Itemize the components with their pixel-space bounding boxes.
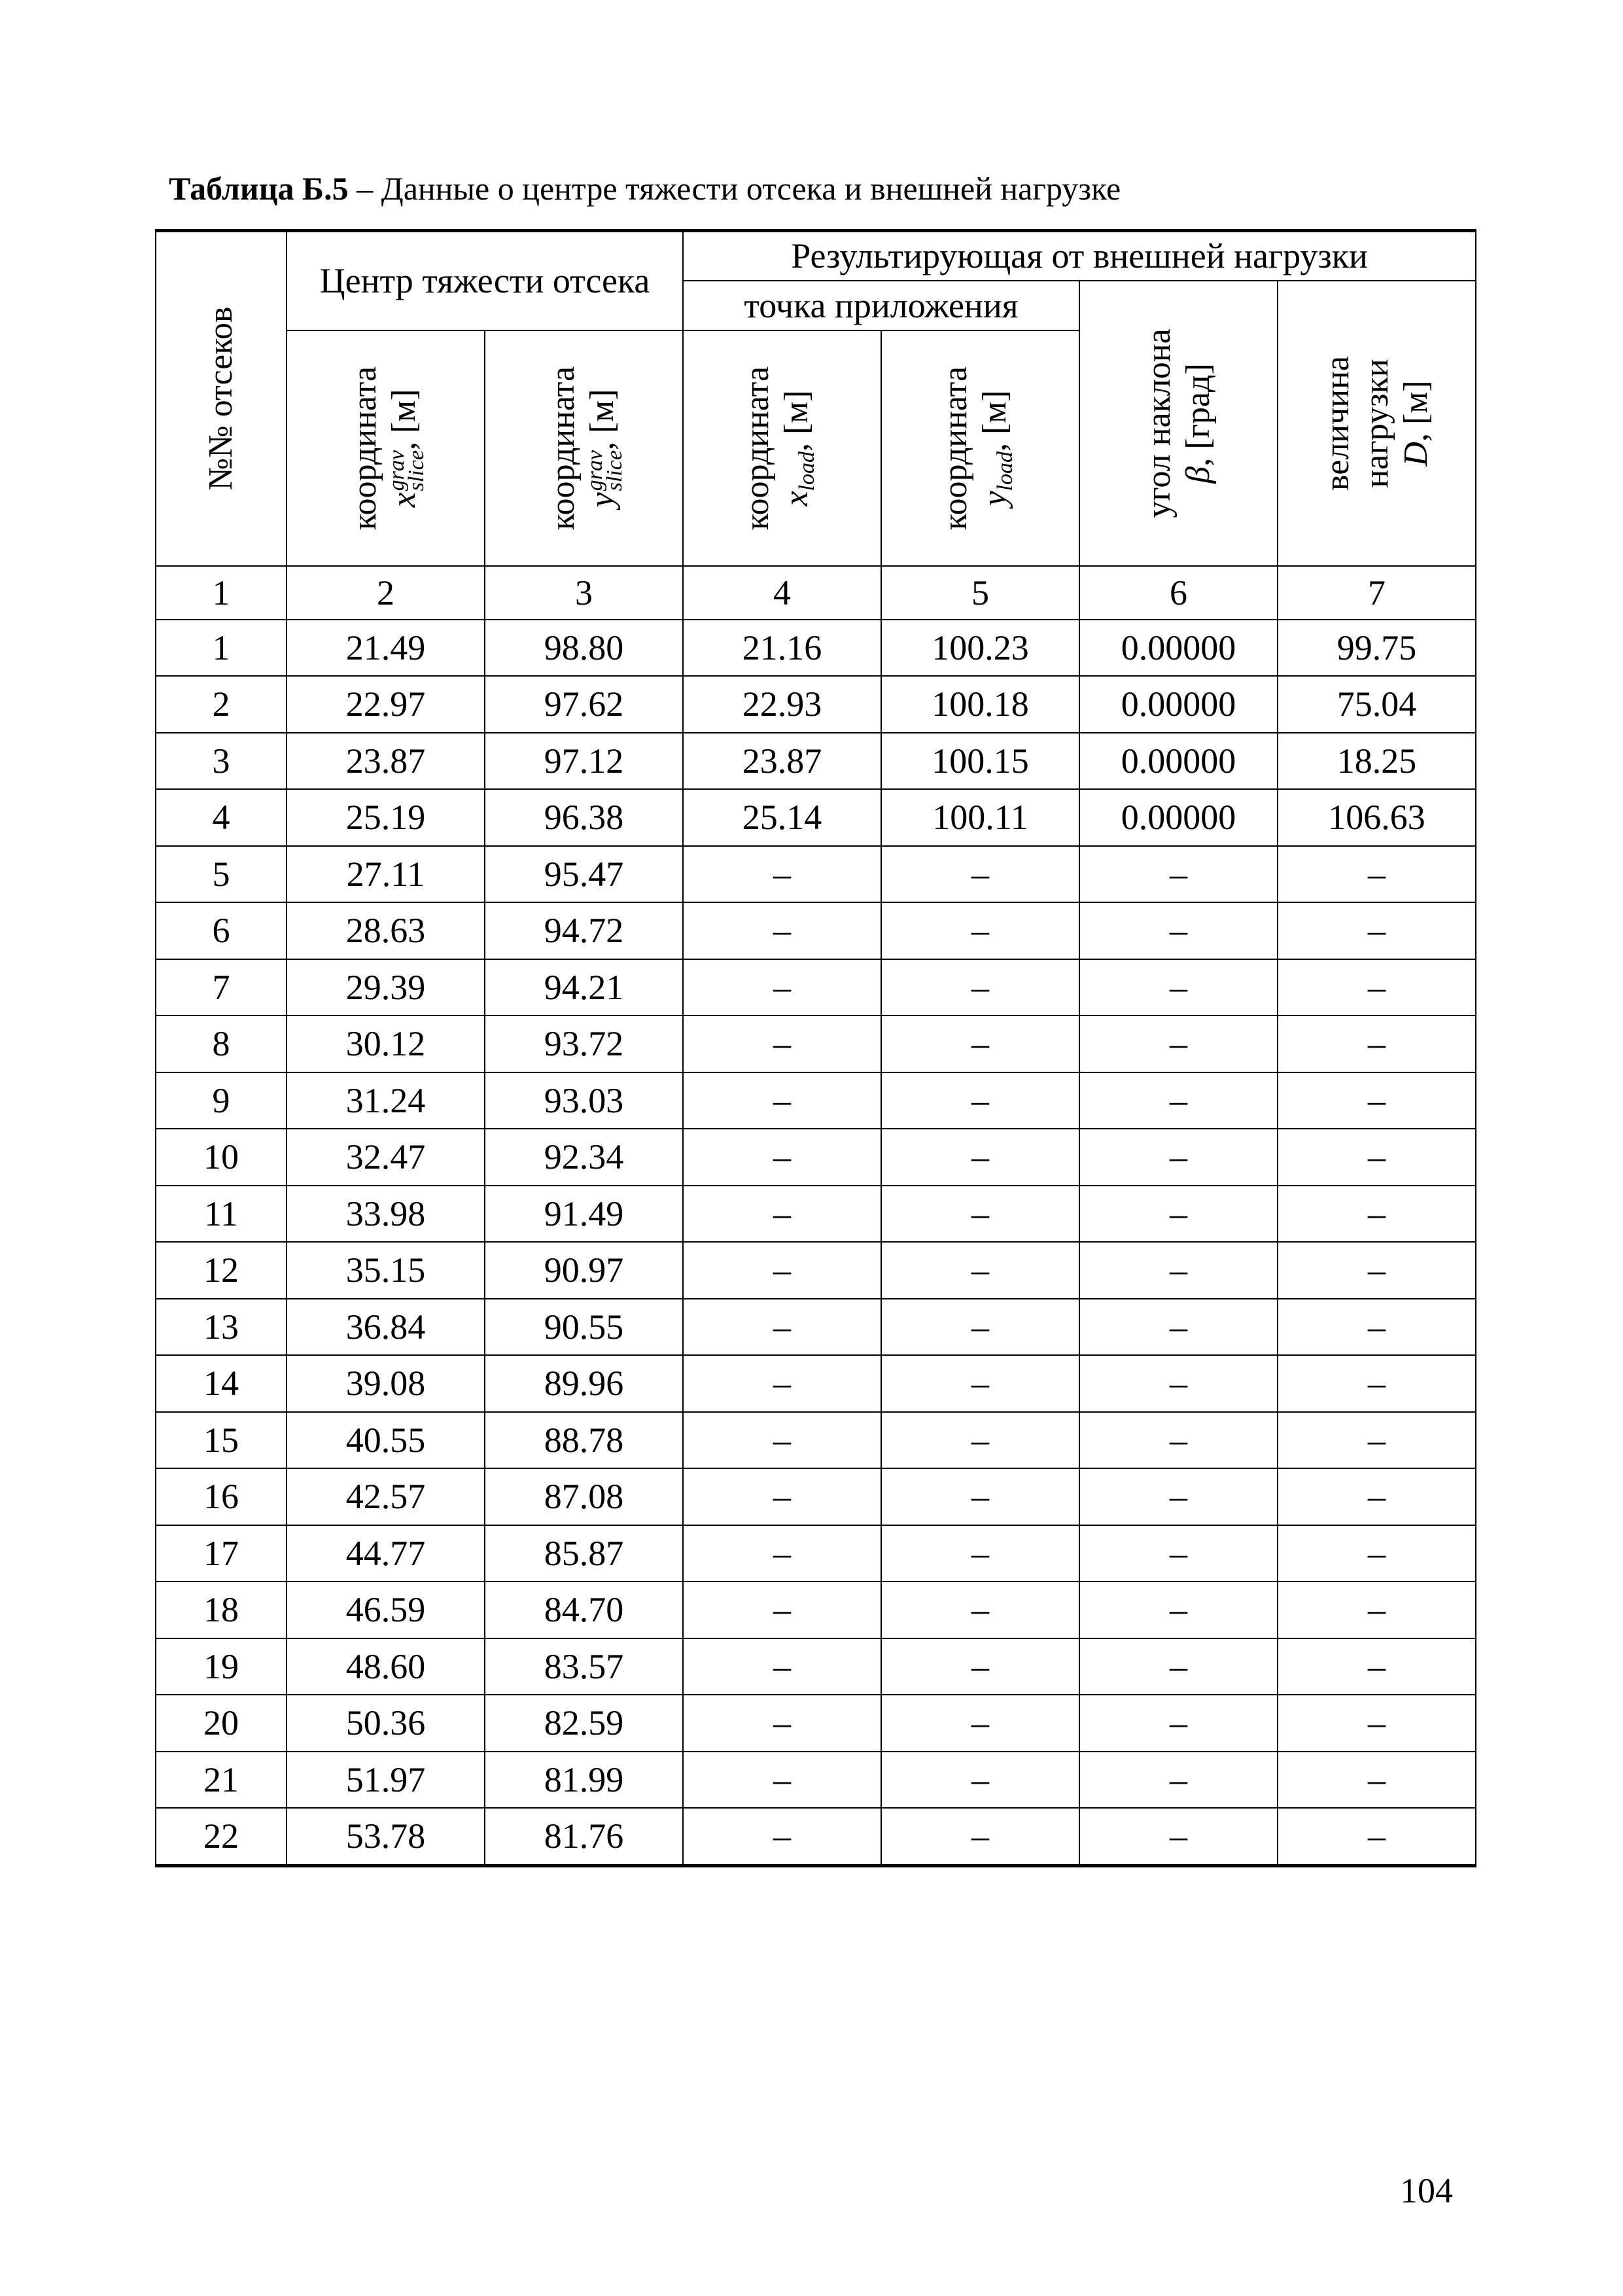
table-cell: 53.78 <box>287 1808 485 1865</box>
table-cell: – <box>1278 959 1476 1016</box>
header-angle: угол наклона β, [град] <box>1079 281 1278 566</box>
table-cell: 30.12 <box>287 1016 485 1072</box>
table-cell: 21 <box>156 1752 287 1809</box>
table-cell: 90.55 <box>485 1299 683 1356</box>
table-cell: – <box>1278 1695 1476 1752</box>
table-cell: 36.84 <box>287 1299 485 1356</box>
header-x-grav: координата x grav slice , [м] <box>287 330 485 566</box>
table-cell: 93.03 <box>485 1072 683 1129</box>
table-row <box>156 1525 1476 1582</box>
table-cell: 19 <box>156 1638 287 1695</box>
table-cell: 31.24 <box>287 1072 485 1129</box>
table-cell: 6 <box>156 902 287 959</box>
table-cell: 46.59 <box>287 1581 485 1638</box>
table-cell: – <box>1278 1186 1476 1243</box>
table-cell: 2 <box>156 676 287 733</box>
table-cell: 51.97 <box>287 1752 485 1809</box>
table-cell: 93.72 <box>485 1016 683 1072</box>
table-cell: – <box>1278 1525 1476 1582</box>
table-row <box>156 1016 1476 1072</box>
table-cell: – <box>683 1242 881 1299</box>
table-cell: 84.70 <box>485 1581 683 1638</box>
table-cell: – <box>683 1072 881 1129</box>
table-cell: 99.75 <box>1278 620 1476 677</box>
table-row <box>156 846 1476 903</box>
table-cell: – <box>1079 902 1278 959</box>
header-x-load: координата $x_{load}$, [м] <box>683 330 881 566</box>
table-cell: – <box>1079 1468 1278 1525</box>
header-col-number: №№ отсеков <box>156 231 287 566</box>
table-cell: 23.87 <box>683 733 881 790</box>
table-cell: – <box>1278 1129 1476 1186</box>
table-cell: 15 <box>156 1412 287 1469</box>
header-y-load: координата $y_{load}$, [м] <box>881 330 1079 566</box>
table-cell: 106.63 <box>1278 789 1476 846</box>
table-row <box>156 1242 1476 1299</box>
table-cell: 81.76 <box>485 1808 683 1865</box>
table-cell: – <box>683 1412 881 1469</box>
table-row <box>156 959 1476 1016</box>
table-row <box>156 1638 1476 1695</box>
table-cell: – <box>1278 1808 1476 1865</box>
table-cell: 48.60 <box>287 1638 485 1695</box>
table-cell: – <box>1278 1412 1476 1469</box>
table-cell: 5 <box>156 846 287 903</box>
table-cell: 89.96 <box>485 1355 683 1412</box>
table-cell: – <box>881 846 1079 903</box>
table-row <box>156 1581 1476 1638</box>
table-cell: – <box>881 1808 1079 1865</box>
table-cell: 44.77 <box>287 1525 485 1582</box>
table-cell: – <box>683 1016 881 1072</box>
table-cell: – <box>1079 1752 1278 1809</box>
column-index: 4 <box>683 566 881 620</box>
table-cell: – <box>881 1468 1079 1525</box>
table-caption-label: Таблица Б.5 <box>169 170 349 207</box>
table-cell: – <box>1278 1468 1476 1525</box>
table-cell: – <box>881 1638 1079 1695</box>
table-row <box>156 1299 1476 1356</box>
table-cell: – <box>1079 1299 1278 1356</box>
table-cell: – <box>881 1695 1079 1752</box>
table-cell: – <box>1079 1242 1278 1299</box>
table-row <box>156 1808 1476 1865</box>
column-index: 5 <box>881 566 1079 620</box>
table-cell: 90.97 <box>485 1242 683 1299</box>
column-index: 6 <box>1079 566 1278 620</box>
table-cell: 81.99 <box>485 1752 683 1809</box>
table-cell: 100.15 <box>881 733 1079 790</box>
table-row <box>156 733 1476 790</box>
table-cell: 88.78 <box>485 1412 683 1469</box>
table-cell: – <box>1079 1186 1278 1243</box>
table-cell: – <box>1079 1695 1278 1752</box>
table-cell: 22 <box>156 1808 287 1865</box>
table-cell: – <box>1079 1129 1278 1186</box>
table-cell: – <box>1079 959 1278 1016</box>
table-cell: – <box>683 1355 881 1412</box>
table-cell: 28.63 <box>287 902 485 959</box>
table-cell: 10 <box>156 1129 287 1186</box>
table-cell: 11 <box>156 1186 287 1243</box>
table-cell: – <box>1079 846 1278 903</box>
table-row <box>156 1752 1476 1809</box>
table-cell: – <box>1278 1016 1476 1072</box>
table-cell: – <box>881 1581 1079 1638</box>
table-cell: 82.59 <box>485 1695 683 1752</box>
page-number: 104 <box>1400 2171 1453 2210</box>
table-cell: 40.55 <box>287 1412 485 1469</box>
table-cell: – <box>1278 1638 1476 1695</box>
table-cell: – <box>683 959 881 1016</box>
table-cell: – <box>1278 1299 1476 1356</box>
table-cell: 0.00000 <box>1079 733 1278 790</box>
table-cell: 32.47 <box>287 1129 485 1186</box>
table-row <box>156 620 1476 677</box>
column-index: 3 <box>485 566 683 620</box>
header-y-grav: координата y grav slice , [м] <box>485 330 683 566</box>
table-cell: 23.87 <box>287 733 485 790</box>
table-cell: – <box>881 1412 1079 1469</box>
table-cell: – <box>1278 902 1476 959</box>
table-row <box>156 1072 1476 1129</box>
table-cell: – <box>881 1186 1079 1243</box>
table-cell: 42.57 <box>287 1468 485 1525</box>
table-cell: 20 <box>156 1695 287 1752</box>
table-cell: 17 <box>156 1525 287 1582</box>
table-cell: 98.80 <box>485 620 683 677</box>
table-cell: – <box>1278 1581 1476 1638</box>
table-cell: 0.00000 <box>1079 676 1278 733</box>
table-cell: – <box>1079 1355 1278 1412</box>
table-row <box>156 902 1476 959</box>
table-cell: 96.38 <box>485 789 683 846</box>
table-cell: – <box>881 1355 1079 1412</box>
table-cell: – <box>881 1299 1079 1356</box>
column-index: 2 <box>287 566 485 620</box>
table-row <box>156 676 1476 733</box>
table-cell: – <box>1079 1412 1278 1469</box>
table-cell: – <box>1278 846 1476 903</box>
table-cell: 25.19 <box>287 789 485 846</box>
table-cell: 0.00000 <box>1079 789 1278 846</box>
table-cell: – <box>683 1186 881 1243</box>
table-cell: 13 <box>156 1299 287 1356</box>
table-cell: 100.18 <box>881 676 1079 733</box>
table-cell: – <box>683 1299 881 1356</box>
table-row <box>156 1412 1476 1469</box>
table-cell: – <box>683 902 881 959</box>
table-cell: 95.47 <box>485 846 683 903</box>
table-cell: – <box>683 1525 881 1582</box>
table-cell: – <box>683 846 881 903</box>
table-cell: – <box>881 1129 1079 1186</box>
table-cell: 18 <box>156 1581 287 1638</box>
table-cell: 22.97 <box>287 676 485 733</box>
table-cell: 100.23 <box>881 620 1079 677</box>
header-magnitude: величина нагрузки D, [м] <box>1278 281 1476 566</box>
table-cell: 29.39 <box>287 959 485 1016</box>
table-cell: 94.21 <box>485 959 683 1016</box>
table-cell: – <box>1278 1072 1476 1129</box>
table-cell: – <box>683 1638 881 1695</box>
header-point-group: точка приложения <box>683 281 1079 330</box>
table-row <box>156 1129 1476 1186</box>
table-cell: 9 <box>156 1072 287 1129</box>
table-cell: – <box>1079 1525 1278 1582</box>
table-cell: 87.08 <box>485 1468 683 1525</box>
table-row <box>156 1468 1476 1525</box>
table-cell: 100.11 <box>881 789 1079 846</box>
data-table <box>155 229 1476 1867</box>
column-index: 1 <box>156 566 287 620</box>
table-caption-text: – Данные о центре тяжести отсека и внешней нагрузке <box>348 170 1121 207</box>
table-cell: – <box>683 1468 881 1525</box>
table-cell: – <box>1278 1752 1476 1809</box>
table-cell: 27.11 <box>287 846 485 903</box>
table-cell: 83.57 <box>485 1638 683 1695</box>
table-cell: 1 <box>156 620 287 677</box>
table-body <box>156 620 1476 1866</box>
table-row <box>156 1355 1476 1412</box>
table-cell: 97.62 <box>485 676 683 733</box>
table-cell: – <box>881 1752 1079 1809</box>
table-cell: – <box>881 1072 1079 1129</box>
table-cell: 50.36 <box>287 1695 485 1752</box>
table-cell: 91.49 <box>485 1186 683 1243</box>
table-cell: 21.49 <box>287 620 485 677</box>
table-cell: 92.34 <box>485 1129 683 1186</box>
table-cell: – <box>881 902 1079 959</box>
table-cell: – <box>683 1808 881 1865</box>
table-cell: 21.16 <box>683 620 881 677</box>
table-cell: 85.87 <box>485 1525 683 1582</box>
table-cell: 35.15 <box>287 1242 485 1299</box>
table-cell: – <box>881 959 1079 1016</box>
table-row <box>156 1186 1476 1243</box>
table-cell: 39.08 <box>287 1355 485 1412</box>
header-load-group: Результирующая от внешней нагрузки <box>683 231 1476 281</box>
table-cell: 7 <box>156 959 287 1016</box>
table-cell: 33.98 <box>287 1186 485 1243</box>
table-cell: 75.04 <box>1278 676 1476 733</box>
table-cell: – <box>683 1752 881 1809</box>
table-cell: – <box>1278 1242 1476 1299</box>
table-cell: 8 <box>156 1016 287 1072</box>
table-cell: – <box>1079 1072 1278 1129</box>
table-cell: – <box>683 1129 881 1186</box>
column-index-row <box>156 566 1476 620</box>
table-cell: – <box>1079 1638 1278 1695</box>
table-cell: – <box>683 1695 881 1752</box>
table-cell: 22.93 <box>683 676 881 733</box>
table-cell: – <box>881 1016 1079 1072</box>
table-cell: – <box>1079 1581 1278 1638</box>
table-cell: – <box>1278 1355 1476 1412</box>
table-cell: 25.14 <box>683 789 881 846</box>
table-cell: 4 <box>156 789 287 846</box>
table-caption <box>169 169 1121 208</box>
table-row <box>156 1695 1476 1752</box>
column-index: 7 <box>1278 566 1476 620</box>
table-cell: 97.12 <box>485 733 683 790</box>
table-cell: 3 <box>156 733 287 790</box>
table-cell: 18.25 <box>1278 733 1476 790</box>
table-cell: 14 <box>156 1355 287 1412</box>
table-cell: 16 <box>156 1468 287 1525</box>
table-cell: – <box>881 1242 1079 1299</box>
table-cell: – <box>1079 1016 1278 1072</box>
table-cell: – <box>881 1525 1079 1582</box>
table-cell: 94.72 <box>485 902 683 959</box>
table-cell: 12 <box>156 1242 287 1299</box>
header-center-group: Центр тяжести отсека <box>287 231 683 330</box>
table-cell: – <box>683 1581 881 1638</box>
table-cell: 0.00000 <box>1079 620 1278 677</box>
table-cell: – <box>1079 1808 1278 1865</box>
table-row <box>156 789 1476 846</box>
